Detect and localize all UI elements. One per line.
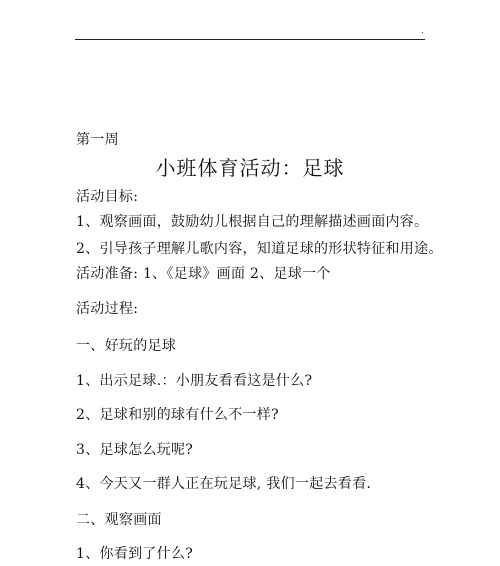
header-rule: [75, 39, 425, 40]
preparation-line: 活动准备: 1、《足球》画面 2、足球一个: [76, 266, 331, 282]
section-goals-heading: 活动目标:: [76, 189, 139, 205]
goal-item-2: 2、引导孩子理解儿歌内容，知道足球的形状特征和用途。: [76, 241, 443, 257]
part-two-heading: 二、观察画面: [76, 512, 162, 528]
step-3: 3、足球怎么玩呢?: [76, 442, 194, 458]
goal-item-1: 1、观察画面，鼓励幼儿根据自己的理解描述画面内容。: [76, 214, 429, 230]
header-mark: .: [421, 26, 424, 36]
observe-step-1: 1、你看到了什么?: [76, 546, 194, 562]
week-label: 第一周: [76, 132, 119, 148]
step-1: 1、出示足球.：小朋友看看这是什么?: [76, 373, 313, 389]
step-4: 4、今天又一群人正在玩足球, 我们一起去看看.: [76, 476, 372, 492]
page-title: 小班体育活动：足球: [155, 156, 345, 180]
step-2: 2、足球和别的球有什么不一样?: [76, 407, 279, 423]
section-process-heading: 活动过程:: [76, 301, 139, 317]
part-one-heading: 一、好玩的足球: [76, 338, 177, 354]
